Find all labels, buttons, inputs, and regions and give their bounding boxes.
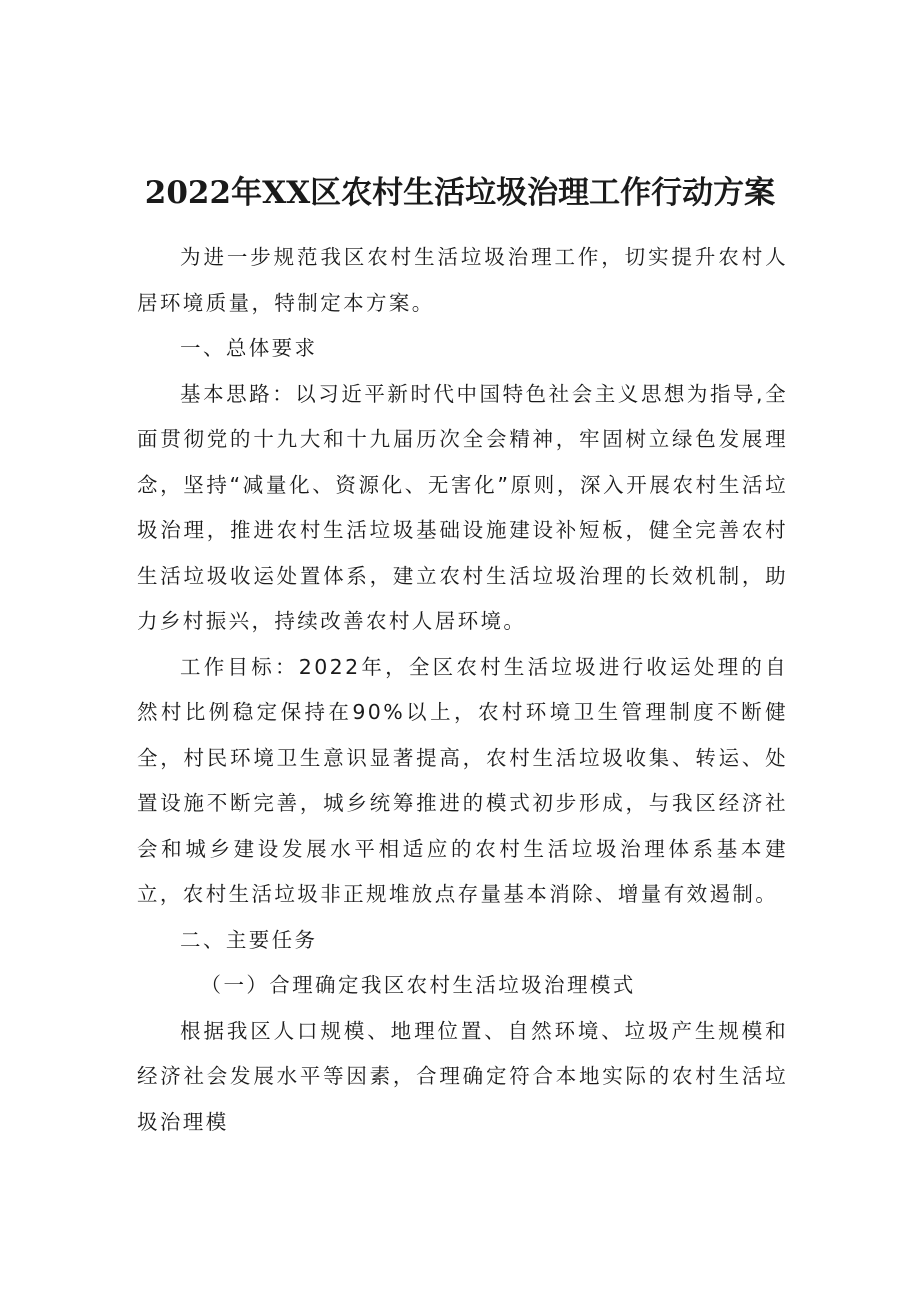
work-goals-paragraph: 工作目标：2022年，全区农村生活垃圾进行收运处理的自然村比例稳定保持在90%以上，农村环境卫生管理制度不断健全，村民环境卫生意识显著提高，农村生活垃圾收集、转运、处置设施不断完善，城乡统筹推进的模式初步形成，与我区经济社会和城乡建设发展水平相适应的农村生活垃圾治理体系基本建立，农村生活垃圾非正规堆放点存量基本消除、增量有效遏制。 (137, 654, 788, 906)
treatment-mode-paragraph: 根据我区人口规模、地理位置、自然环境、垃圾产生规模和经济社会发展水平等因素，合理确定符合本地实际的农村生活垃圾治理模 (137, 1018, 788, 1134)
document-body (137, 235, 788, 1145)
section-heading-main-tasks: 二、主要任务 (180, 927, 318, 952)
subsection-heading-treatment-mode: （一）合理确定我区农村生活垃圾治理模式 (200, 973, 636, 997)
intro-paragraph: 为进一步规范我区农村生活垃圾治理工作，切实提升农村人居环境质量，特制定本方案。 (137, 245, 788, 315)
basic-approach-paragraph: 基本思路：以习近平新时代中国特色社会主义思想为指导,全面贯彻党的十九大和十九届历次全会精神，牢固树立绿色发展理念，坚持“减量化、资源化、无害化”原则，深入开展农村生活垃圾治理，推进农村生活垃圾基础设施建设补短板，健全完善农村生活垃圾收运处置体系，建立农村生活垃圾治理的长效机制，助力乡村振兴，持续改善农村人居环境。 (137, 381, 788, 633)
document-title: 2022年XX区农村生活垃圾治理工作行动方案 (144, 175, 776, 211)
section-heading-general-requirements: 一、总体要求 (180, 336, 318, 360)
